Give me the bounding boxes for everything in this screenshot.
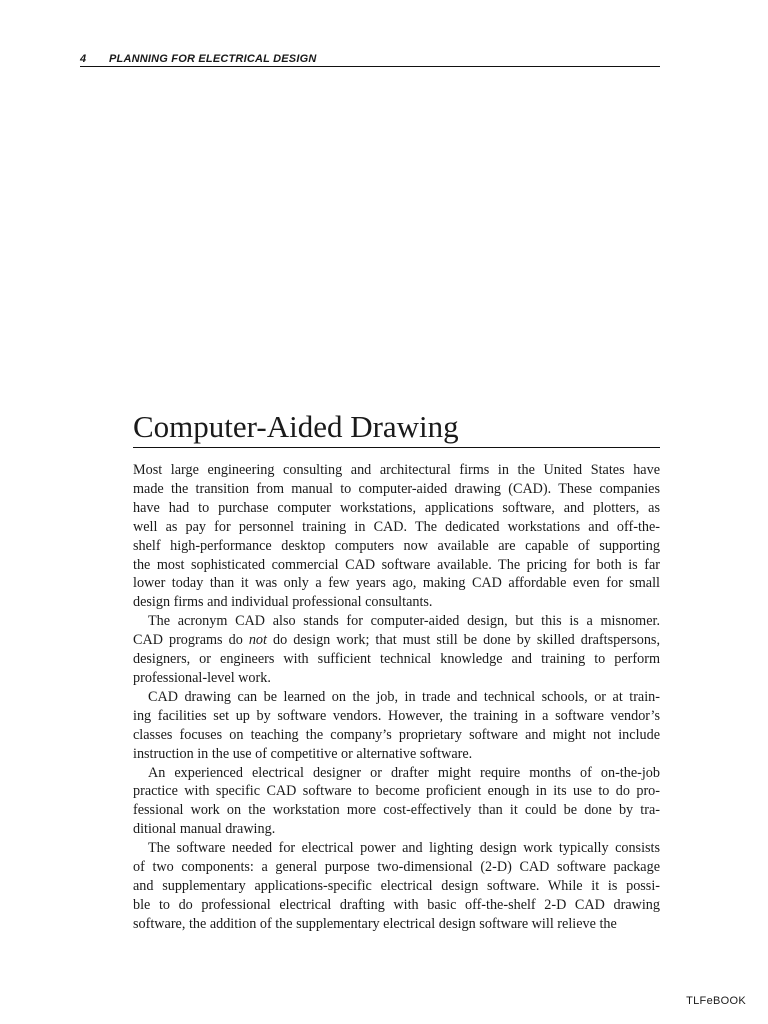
text-line: instruction in the use of competitive or alternative software. bbox=[133, 745, 473, 762]
text-line: design firms and individual professional consultants. bbox=[133, 594, 433, 611]
text-run: do design work; that must still be done by skilled draftspersons, bbox=[266, 632, 660, 649]
text-line: made the transition from manual to computer-aided drawing (CAD). These companies bbox=[133, 480, 660, 497]
running-header bbox=[80, 53, 660, 67]
text-line: professional-level work. bbox=[133, 669, 271, 686]
text-line bbox=[133, 631, 660, 650]
text-line: lower today than it was only a few years ago, making CAD affordable even for small bbox=[133, 575, 660, 592]
text-line: software, the addition of the supplementary electrical design software will relieve the bbox=[133, 915, 617, 932]
text-line: well as pay for personnel training in CAD. The dedicated workstations and off-the- bbox=[133, 518, 660, 535]
text-line: Most large engineering consulting and architectural firms in the United States have bbox=[133, 462, 660, 478]
text-line: the most sophisticated commercial CAD software available. The pricing for both is far bbox=[133, 556, 660, 573]
text-line: fessional work on the workstation more cost-effectively than it could be done by tra- bbox=[133, 802, 660, 819]
text-line: and supplementary applications-specific electrical design software. While it is possi- bbox=[133, 877, 660, 894]
text-line: CAD drawing can be learned on the job, in trade and technical schools, or at train- bbox=[148, 688, 660, 705]
text-line: The acronym CAD also stands for computer-aided design, but this is a misnomer. bbox=[148, 613, 660, 630]
paragraph bbox=[133, 688, 660, 764]
text-line: An experienced electrical designer or drafter might require months of on-the-job bbox=[148, 764, 660, 781]
paragraph bbox=[133, 839, 660, 934]
text-line: The software needed for electrical power and lighting design work typically consists bbox=[148, 840, 660, 857]
text-line: practice with specific CAD software to become proficient enough in its use to do pro- bbox=[133, 783, 660, 800]
running-title: PLANNING FOR ELECTRICAL DESIGN bbox=[109, 53, 317, 65]
section-title: Computer-Aided Drawing bbox=[133, 407, 660, 448]
paragraph bbox=[133, 612, 660, 688]
body-text bbox=[133, 461, 660, 934]
text-run: CAD programs do bbox=[133, 632, 249, 649]
section-computer-aided-drawing bbox=[133, 407, 660, 934]
page-number: 4 bbox=[80, 53, 87, 65]
text-line: classes focuses on teaching the company’s proprietary software and might not include bbox=[133, 726, 660, 743]
text-line: shelf high-performance desktop computers now available are capable of supporting bbox=[133, 537, 660, 554]
text-line: ing facilities set up by software vendors. However, the training in a software vendor’s bbox=[133, 707, 660, 724]
text-line: ditional manual drawing. bbox=[133, 821, 276, 838]
text-line: have had to purchase computer workstations, applications software, and plotters, as bbox=[133, 499, 660, 516]
text-line: designers, or engineers with sufficient technical knowledge and training to perform bbox=[133, 651, 660, 668]
emphasis-text: not bbox=[248, 632, 267, 649]
text-line: of two components: a general purpose two-dimensional (2-D) CAD software package bbox=[133, 859, 660, 876]
paragraph bbox=[133, 764, 660, 840]
text-line: ble to do professional electrical drafting with basic off-the-shelf 2-D CAD drawing bbox=[133, 896, 660, 913]
paragraph bbox=[133, 461, 660, 612]
watermark: TLFeBOOK bbox=[686, 995, 746, 1007]
